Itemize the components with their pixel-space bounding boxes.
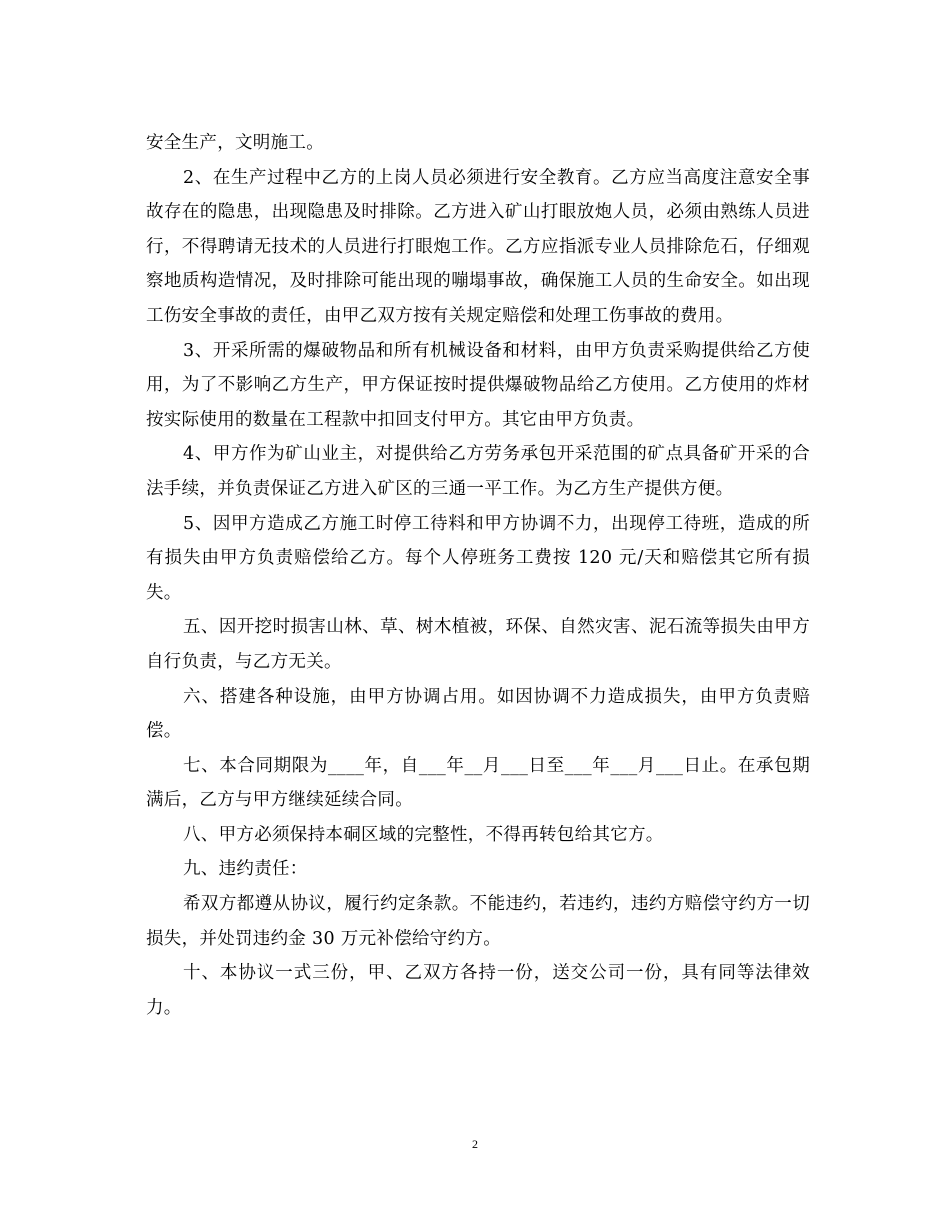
- paragraph-clause-3: 3、开采所需的爆破物品和所有机械设备和材料，由甲方负责采购提供给乙方使用，为了不影响乙方生产，甲方保证按时提供爆破物品给乙方使用。乙方使用的炸材按实际使用的数量在工程款中扣回支付甲方。其它由甲方负责。: [146, 340, 810, 430]
- document-body: [146, 126, 810, 1025]
- paragraph-section-8: 八、甲方必须保持本硐区域的完整性，不得再转包给其它方。: [183, 824, 664, 845]
- paragraph-section-10: 十、本协议一式三份，甲、乙双方各持一份，送交公司一份，具有同等法律效力。: [146, 963, 810, 1018]
- paragraph-section-7: 七、本合同期限为____年，自___年__月___日至___年___月___日止。在承包期满后，乙方与甲方继续延续合同。: [146, 755, 810, 811]
- paragraph-clause-4: 4、甲方作为矿山业主，对提供给乙方劳务承包开采范围的矿点具备矿开采的合法手续，并负责保证乙方进入矿区的三通一平工作。为乙方生产提供方便。: [146, 444, 810, 499]
- page-number: 2: [472, 1137, 478, 1151]
- paragraph-section-6: 六、搭建各种设施，由甲方协调占用。如因协调不力造成损失，由甲方负责赔偿。: [146, 686, 810, 742]
- paragraph-section-5: 五、因开挖时损害山林、草、树木植被，环保、自然灾害、泥石流等损失由甲方自行负责，与乙方无关。: [146, 617, 810, 672]
- paragraph-safety-production: 安全生产，文明施工。: [146, 133, 324, 153]
- paragraph-section-9: 九、违约责任：: [183, 859, 308, 880]
- paragraph-clause-2: 2、在生产过程中乙方的上岗人员必须进行安全教育。乙方应当高度注意安全事故存在的隐患，出现隐患及时排除。乙方进入矿山打眼放炮人员，必须由熟练人员进行，不得聘请无技术的人员进行打眼炮工作。乙方应指派专业人员排除危石，仔细观察地质构造情况，及时排除可能出现的嘣塌事故，确保施工人员的生命安全。如出现工伤安全事故的责任，由甲乙双方按有关规定赔偿和处理工伤事故的费用。: [146, 167, 810, 326]
- paragraph-clause-5: 5、因甲方造成乙方施工时停工待料和甲方协调不力，出现停工待班，造成的所有损失由甲方负责赔偿给乙方。每个人停班务工费按 120 元/天和赔偿其它所有损失。: [146, 513, 810, 603]
- paragraph-breach-terms: 希双方都遵从协议，履行约定条款。不能违约，若违约，违约方赔偿守约方一切损失，并处罚违约金 30 万元补偿给守约方。: [146, 894, 810, 949]
